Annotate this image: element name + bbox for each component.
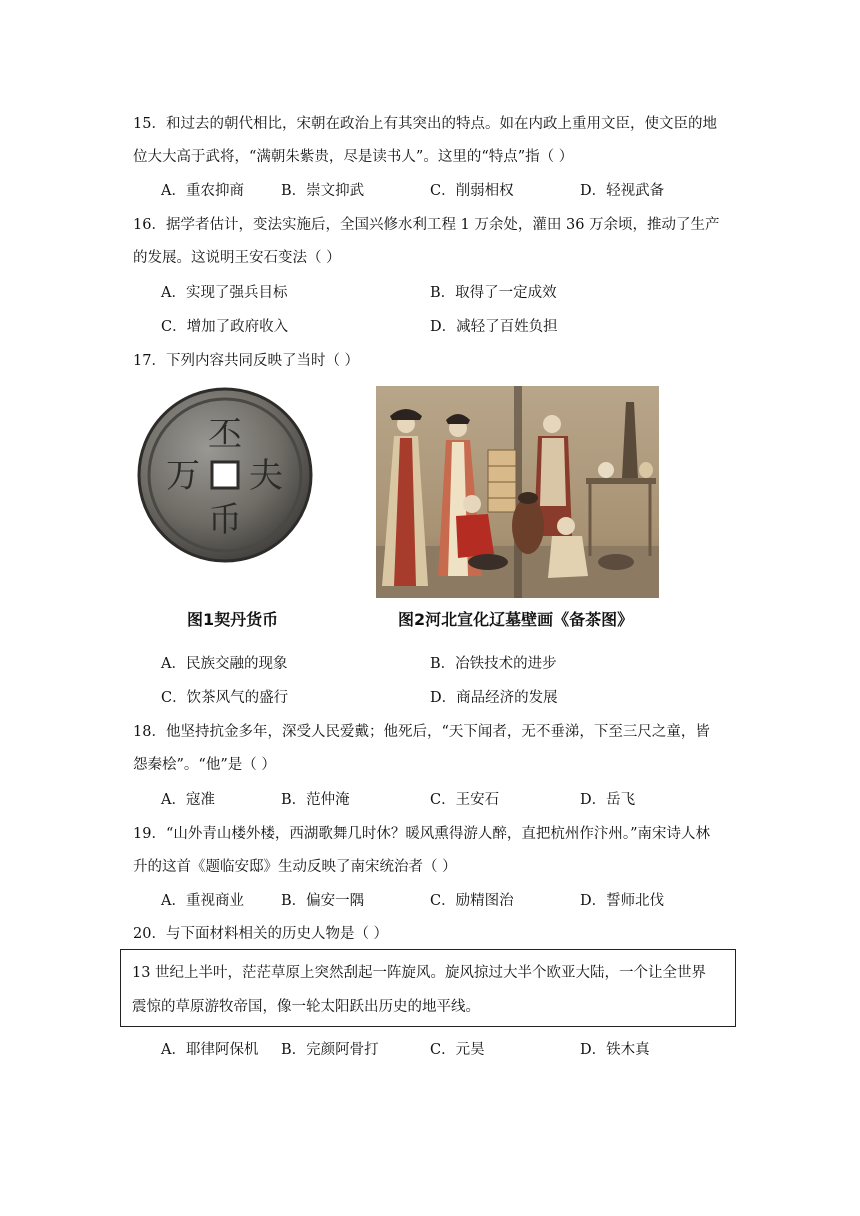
q20-option-d: D．铁木真 xyxy=(580,1042,650,1058)
q19-stem-line2: 升的这首《题临安邸》生动反映了南宋统治者（ ） xyxy=(133,859,457,875)
figure-liao-tomb-mural xyxy=(376,386,659,598)
q15-option-d: D．轻视武备 xyxy=(580,183,665,199)
q20-material-line2: 震惊的草原游牧帝国，像一轮太阳跃出历史的地平线。 xyxy=(132,999,480,1015)
q20-material-box xyxy=(120,949,736,1027)
q19-option-a: A．重视商业 xyxy=(161,893,244,909)
coin-char-bottom: 币 xyxy=(208,500,242,540)
q18-option-a: A．寇准 xyxy=(161,792,215,808)
q18-option-c: C．王安石 xyxy=(430,792,500,808)
q16-stem-line2: 的发展。这说明王安石变法（ ） xyxy=(133,250,341,266)
q18-option-b: B．范仲淹 xyxy=(281,792,350,808)
coin-char-top: 丕 xyxy=(208,415,242,455)
figure2-caption: 图2河北宣化辽墓壁画《备茶图》 xyxy=(398,610,634,629)
q20-option-a: A．耶律阿保机 xyxy=(161,1042,259,1058)
q16-option-d: D．减轻了百姓负担 xyxy=(430,319,558,335)
q16-option-c: C．增加了政府收入 xyxy=(161,319,289,335)
q17-option-b: B．冶铁技术的进步 xyxy=(430,656,557,672)
q19-option-c: C．励精图治 xyxy=(430,893,514,909)
q16-stem-line1: 16．据学者估计，变法实施后，全国兴修水利工程 1 万余处，灌田 36 万余顷，推动了生产 xyxy=(133,217,720,233)
coin-char-left: 万 xyxy=(166,456,200,496)
q18-option-d: D．岳飞 xyxy=(580,792,636,808)
q15-option-a: A．重农抑商 xyxy=(161,183,244,199)
q18-stem-line1: 18．他坚持抗金多年，深受人民爱戴；他死后，“天下闻者，无不垂涕，下至三尺之童，皆 xyxy=(133,724,710,740)
q15-option-c: C．削弱相权 xyxy=(430,183,514,199)
q19-option-b: B．偏安一隅 xyxy=(281,893,365,909)
q19-stem-line1: 19．“山外青山楼外楼，西湖歌舞几时休？暖风熏得游人醉，直把杭州作汴州。”南宋诗人林 xyxy=(133,826,711,842)
coin-char-right: 夫 xyxy=(249,456,283,496)
q17-option-c: C．饮茶风气的盛行 xyxy=(161,690,289,706)
q20-option-c: C．元昊 xyxy=(430,1042,485,1058)
q17-option-a: A．民族交融的现象 xyxy=(161,656,288,672)
q15-stem-line1: 15．和过去的朝代相比，宋朝在政治上有其突出的特点。如在内政上重用文臣，使文臣的地 xyxy=(133,116,717,132)
q15-stem-line2: 位大大高于武将，“满朝朱紫贵，尽是读书人”。这里的“特点”指（ ） xyxy=(133,149,574,165)
q19-option-d: D．誓师北伐 xyxy=(580,893,665,909)
q16-option-a: A．实现了强兵目标 xyxy=(161,285,288,301)
q15-option-b: B．崇文抑武 xyxy=(281,183,365,199)
q20-material-line1: 13 世纪上半叶，茫茫草原上突然刮起一阵旋风。旋风掠过大半个欧亚大陆，一个让全世界 xyxy=(132,965,707,981)
q20-option-b: B．完颜阿骨打 xyxy=(281,1042,379,1058)
q17-option-d: D．商品经济的发展 xyxy=(430,690,558,706)
q16-option-b: B．取得了一定成效 xyxy=(430,285,557,301)
coin-image xyxy=(136,386,314,564)
figure-khitan-coin xyxy=(136,386,314,564)
q18-stem-line2: 怨秦桧”。“他”是（ ） xyxy=(133,757,276,773)
mural-image xyxy=(376,386,659,598)
q17-stem: 17．下列内容共同反映了当时（ ） xyxy=(133,353,360,369)
figure1-caption: 图1契丹货币 xyxy=(187,610,279,629)
q20-stem: 20．与下面材料相关的历史人物是（ ） xyxy=(133,926,389,942)
